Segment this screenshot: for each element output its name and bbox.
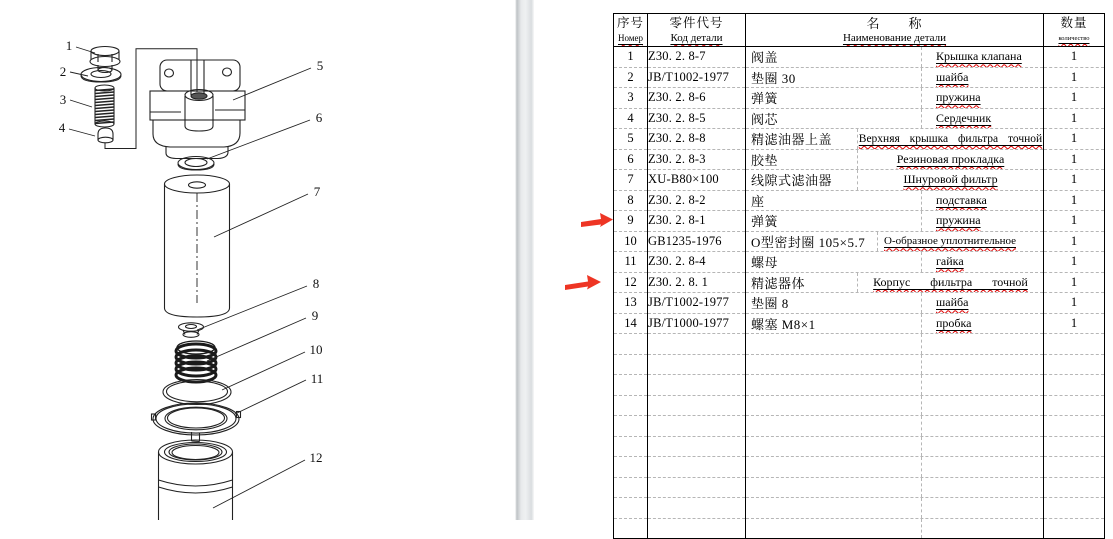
name-ru: Резиновая прокладка: [857, 150, 1043, 170]
row-name: [746, 211, 1044, 232]
table-row: [614, 190, 1105, 211]
table-row: [614, 149, 1105, 170]
table-row: [614, 231, 1105, 252]
name-ru: Корпус фильтра точной: [857, 273, 1043, 293]
name-cn: 弹簧: [751, 91, 779, 107]
exploded-diagram-svg: [0, 0, 515, 520]
name-cn: 精滤油器上盖: [751, 132, 833, 148]
empty-row: [614, 416, 1105, 437]
header-name: 名 称 Наименование детали: [746, 14, 1044, 47]
part-7-cartridge: [165, 175, 230, 317]
row-num: 13: [614, 293, 648, 314]
name-ru: Шнуровой фильтр: [857, 170, 1043, 190]
empty-row: [614, 436, 1105, 457]
row-code: XU-B80×100: [648, 170, 746, 191]
row-code: JB/T1002-1977: [648, 293, 746, 314]
header-code: 零件代号 Код детали: [648, 14, 746, 47]
part-4-core: [98, 128, 113, 143]
part-label-12: 12: [309, 450, 323, 465]
row-name: [746, 108, 1044, 129]
part-label-2: 2: [59, 64, 67, 79]
table-row: [614, 108, 1105, 129]
name-cn: 胶垫: [751, 152, 779, 168]
row-code: Z30. 2. 8-4: [648, 252, 746, 273]
row-name: [746, 149, 1044, 170]
name-cn: 螺塞 M8×1: [751, 316, 816, 332]
name-ru: Крышка клапана: [921, 47, 1043, 67]
table-row: [614, 293, 1105, 314]
part-label-5: 5: [316, 58, 324, 73]
name-cn: 垫圈 8: [751, 296, 789, 312]
name-ru: подставка: [921, 191, 1043, 211]
name-cn: 螺母: [751, 255, 779, 271]
row-code: Z30. 2. 8-6: [648, 88, 746, 109]
name-cn: O型密封圈 105×5.7: [751, 234, 866, 250]
row-name: [746, 190, 1044, 211]
part-label-10: 10: [309, 342, 323, 357]
row-num: 2: [614, 67, 648, 88]
row-name: [746, 293, 1044, 314]
part-label-9: 9: [311, 308, 319, 323]
row-qty: 1: [1044, 170, 1105, 191]
empty-row: [614, 354, 1105, 375]
row-qty: 1: [1044, 190, 1105, 211]
row-code: Z30. 2. 8-7: [648, 47, 746, 68]
row-qty: 1: [1044, 47, 1105, 68]
row-code: Z30. 2. 8-2: [648, 190, 746, 211]
row-num: 1: [614, 47, 648, 68]
name-cn: 弹簧: [751, 214, 779, 230]
empty-row: [614, 498, 1105, 519]
row-code: GB1235-1976: [648, 231, 746, 252]
row-num: 4: [614, 108, 648, 129]
row-name: [746, 272, 1044, 293]
row-qty: 1: [1044, 108, 1105, 129]
header-num: 序号 Номер: [614, 14, 648, 47]
parts-table: [613, 13, 1105, 539]
row-qty: 1: [1044, 149, 1105, 170]
row-num: 11: [614, 252, 648, 273]
row-name: [746, 252, 1044, 273]
row-code: JB/T1000-1977: [648, 313, 746, 334]
part-2-washer: [81, 68, 121, 83]
part-label-6: 6: [315, 110, 323, 125]
empty-row: [614, 334, 1105, 355]
name-ru: пробка: [921, 314, 1043, 334]
name-cn: 阀芯: [751, 111, 779, 127]
row-code: Z30. 2. 8-5: [648, 108, 746, 129]
table-header-row: [614, 14, 1105, 47]
row-num: 5: [614, 129, 648, 150]
name-cn: 精滤器体: [751, 275, 806, 291]
part-label-8: 8: [312, 276, 320, 291]
row-code: Z30. 2. 8-8: [648, 129, 746, 150]
row-name: [746, 231, 1044, 252]
part-label-11: 11: [310, 371, 324, 386]
row-num: 7: [614, 170, 648, 191]
empty-row: [614, 457, 1105, 478]
name-ru: Сердечник: [921, 109, 1043, 129]
row-qty: 1: [1044, 272, 1105, 293]
row-qty: 1: [1044, 211, 1105, 232]
table-row: [614, 88, 1105, 109]
part-11-flanged-ring: [152, 403, 241, 442]
row-name: [746, 129, 1044, 150]
row-num: 14: [614, 313, 648, 334]
row-qty: 1: [1044, 67, 1105, 88]
row-qty: 1: [1044, 231, 1105, 252]
empty-row: [614, 518, 1105, 539]
row-num: 9: [614, 211, 648, 232]
row-qty: 1: [1044, 293, 1105, 314]
red-arrow-row-9: [581, 213, 613, 227]
row-qty: 1: [1044, 313, 1105, 334]
row-name: [746, 47, 1044, 68]
exploded-diagram: [0, 0, 515, 520]
table-row: [614, 272, 1105, 293]
page-gap: [515, 0, 534, 520]
row-code: JB/T1002-1977: [648, 67, 746, 88]
name-ru: шайба: [921, 293, 1043, 313]
name-cn: 线隙式滤油器: [751, 173, 833, 189]
table-row: [614, 170, 1105, 191]
row-num: 3: [614, 88, 648, 109]
table-row: [614, 67, 1105, 88]
name-cn: 阀盖: [751, 50, 779, 66]
empty-row: [614, 375, 1105, 396]
row-num: 10: [614, 231, 648, 252]
row-qty: 1: [1044, 252, 1105, 273]
row-name: [746, 88, 1044, 109]
row-num: 12: [614, 272, 648, 293]
part-1-bolt: [90, 47, 120, 73]
row-qty: 1: [1044, 88, 1105, 109]
row-code: Z30. 2. 8. 1: [648, 272, 746, 293]
row-name: [746, 170, 1044, 191]
name-ru: Верхняя крышка фильтра точной: [857, 129, 1043, 149]
part-9-spring: [176, 341, 216, 382]
name-ru: пружина: [921, 211, 1043, 231]
table-row: [614, 313, 1105, 334]
row-num: 8: [614, 190, 648, 211]
part-label-3: 3: [59, 92, 67, 107]
name-cn: 垫圈 30: [751, 70, 796, 86]
table-row: [614, 252, 1105, 273]
header-qty: 数量 количество: [1044, 14, 1105, 47]
annotation-arrows: [560, 200, 622, 300]
part-12-body: [159, 440, 233, 520]
red-arrow-row-12: [565, 275, 601, 290]
row-code: Z30. 2. 8-1: [648, 211, 746, 232]
name-ru: гайка: [921, 252, 1043, 272]
part-3-spring: [95, 85, 114, 127]
row-code: Z30. 2. 8-3: [648, 149, 746, 170]
row-qty: 1: [1044, 129, 1105, 150]
part-label-4: 4: [58, 120, 66, 135]
row-num: 6: [614, 149, 648, 170]
name-cn: 座: [751, 193, 765, 209]
part-8-seat: [179, 323, 204, 338]
table-row: [614, 211, 1105, 232]
part-label-7: 7: [313, 184, 321, 199]
empty-row: [614, 477, 1105, 498]
part-label-1: 1: [65, 38, 73, 53]
row-name: [746, 313, 1044, 334]
name-ru: О-образное уплотнительное: [877, 232, 1043, 252]
row-name: [746, 67, 1044, 88]
empty-row: [614, 395, 1105, 416]
name-ru: пружина: [921, 88, 1043, 108]
name-ru: шайба: [921, 68, 1043, 88]
table-row: [614, 129, 1105, 150]
table-row: [614, 47, 1105, 68]
